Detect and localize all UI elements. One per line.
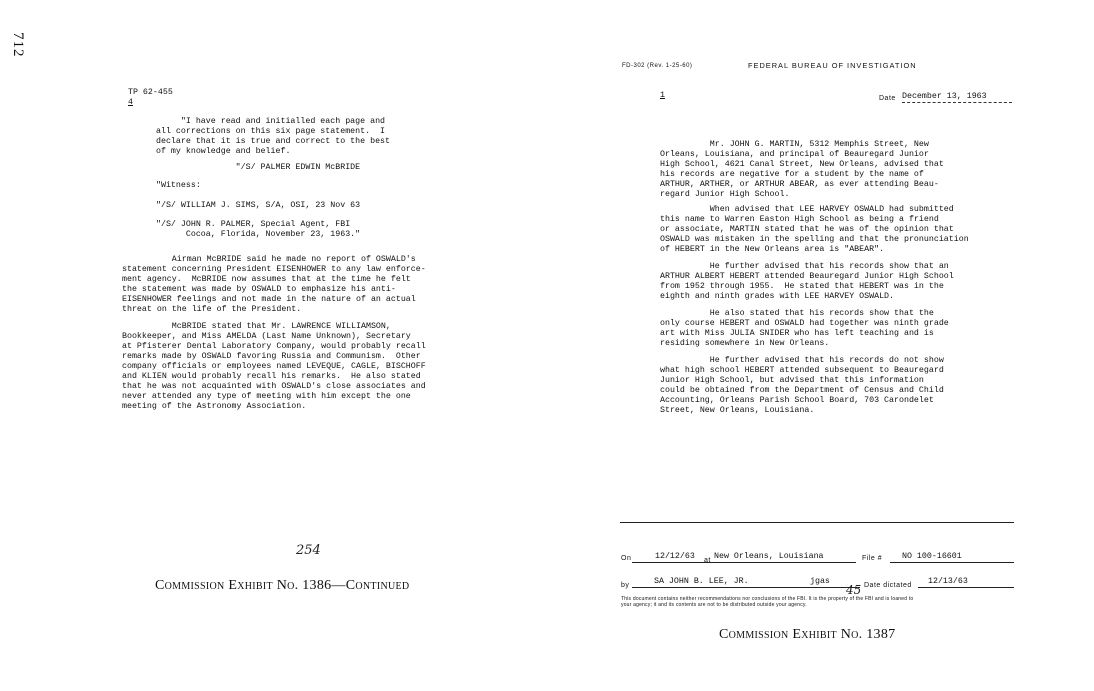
body-paragraph: Airman McBRIDE said he made no report of OSWALD's statement concerning President EISENHOWER to any law enforce- ment agency. McBRIDE now assumes that at the time he felt the statement was made by OSWALD to emphasize his anti- EISENHOWER feelings and not made in the nature of an actual threat on the life of the President.: [122, 255, 426, 314]
body-paragraph: He further advised that his records show that an ARTHUR ALBERT HEBERT attended Beauregard Junior High School from 1952 through 1955. He stated that HEBERT was in the eighth and ninth grades with LEE HARVEY OSWALD.: [660, 262, 954, 301]
form-line: [918, 587, 1014, 588]
form-line: [632, 562, 856, 563]
file-reference: TP 62-455: [128, 88, 173, 97]
file-number: NO 100-16601: [902, 552, 962, 561]
dictated-label: Date dictated: [864, 582, 912, 589]
body-paragraph: Mr. JOHN G. MARTIN, 5312 Memphis Street, New Orleans, Louisiana, and principal of Beauregard Junior High School, 4621 Canal Street, New Orleans, advised that his records are negative for a student by the name of ARTHUR, ARTHER, or ARTHUR ABEAR, as ever attending Beau- regard Junior High School.: [660, 140, 944, 199]
typist-initials: jgas: [810, 577, 830, 586]
form-line: [632, 587, 860, 588]
body-paragraph: When advised that LEE HARVEY OSWALD had submitted this name to Warren Easton High School as being a friend or associate, MARTIN stated that he was of the opinion that OSWALD was mistaken in the spelling and that the pronunciation of HEBERT in the New Orleans area is "ABEAR".: [660, 205, 969, 254]
on-label: On: [621, 555, 632, 562]
interview-date: 12/12/63: [655, 552, 695, 561]
handwritten-page-number: 45: [846, 583, 862, 597]
exhibit-caption: Commission Exhibit No. 1386—Continued: [155, 578, 410, 593]
dictated-date: 12/13/63: [928, 577, 968, 586]
fbi-disclaimer: This document contains neither recommendations nor conclusions of the FBI. It is the property of the FBI and is loaned to your agency; it and its contents are not to be distributed outside your agency.: [621, 596, 914, 608]
agent-name: SA JOHN B. LEE, JR.: [654, 577, 749, 586]
form-line: [890, 562, 1014, 563]
by-label: by: [621, 582, 630, 589]
body-paragraph: He also stated that his records show that the only course HEBERT and OSWALD had together was ninth grade art with Miss JULIA SNIDER who has left teaching and is residing somewhere in New Orleans.: [660, 309, 949, 348]
at-label: at: [704, 557, 711, 564]
witness-label: "Witness:: [156, 181, 201, 190]
interview-location: New Orleans, Louisiana: [714, 552, 824, 561]
statement-paragraph: "I have read and initialled each page and all corrections on this six page statement. I declare that it is true and correct to the best of my knowledge and belief.: [156, 117, 391, 156]
report-date: December 13, 1963: [902, 92, 1012, 103]
file-label: File #: [862, 555, 883, 562]
page-number: 712: [10, 32, 26, 58]
agent-signature: "/S/ JOHN R. PALMER, Special Agent, FBI Cocoa, Florida, November 23, 1963.": [156, 220, 361, 239]
page-index: 1: [660, 91, 665, 100]
witness-signature: "/S/ WILLIAM J. SIMS, S/A, OSI, 23 Nov 63: [156, 201, 361, 210]
handwritten-page-number: 254: [296, 543, 321, 558]
date-label: Date: [879, 95, 896, 102]
body-paragraph: McBRIDE stated that Mr. LAWRENCE WILLIAMSON, Bookkeeper, and Miss AMELDA (Last Name Unknown), Secretary at Pfisterer Dental Laboratory Company, would probably recall remarks made by OSWALD favoring Russia and Communism. Other company officials or employees named LEVEQUE, CAGLE, BISCHOFF and KLIEN would probably recall his remarks. He also stated that he was not acquainted with OSWALD's close associates and never attended any type of meeting with him except the one meeting of the Astronomy Association.: [122, 322, 426, 411]
agency-header: FEDERAL BUREAU OF INVESTIGATION: [748, 61, 917, 70]
body-paragraph: He further advised that his records do not show what high school HEBERT attended subsequent to Beauregard Junior High School, but advised that this information could be obtained from the Department of Census and Child Accounting, Orleans Parish School Board, 703 Carondelet Street, New Orleans, Louisiana.: [660, 356, 944, 415]
divider: [620, 522, 1014, 523]
signature-line: "/S/ PALMER EDWIN McBRIDE: [156, 163, 361, 172]
page-index: 4: [128, 98, 133, 107]
form-code: FD-302 (Rev. 1-25-60): [622, 63, 693, 69]
exhibit-caption: Commission Exhibit No. 1387: [719, 627, 896, 642]
